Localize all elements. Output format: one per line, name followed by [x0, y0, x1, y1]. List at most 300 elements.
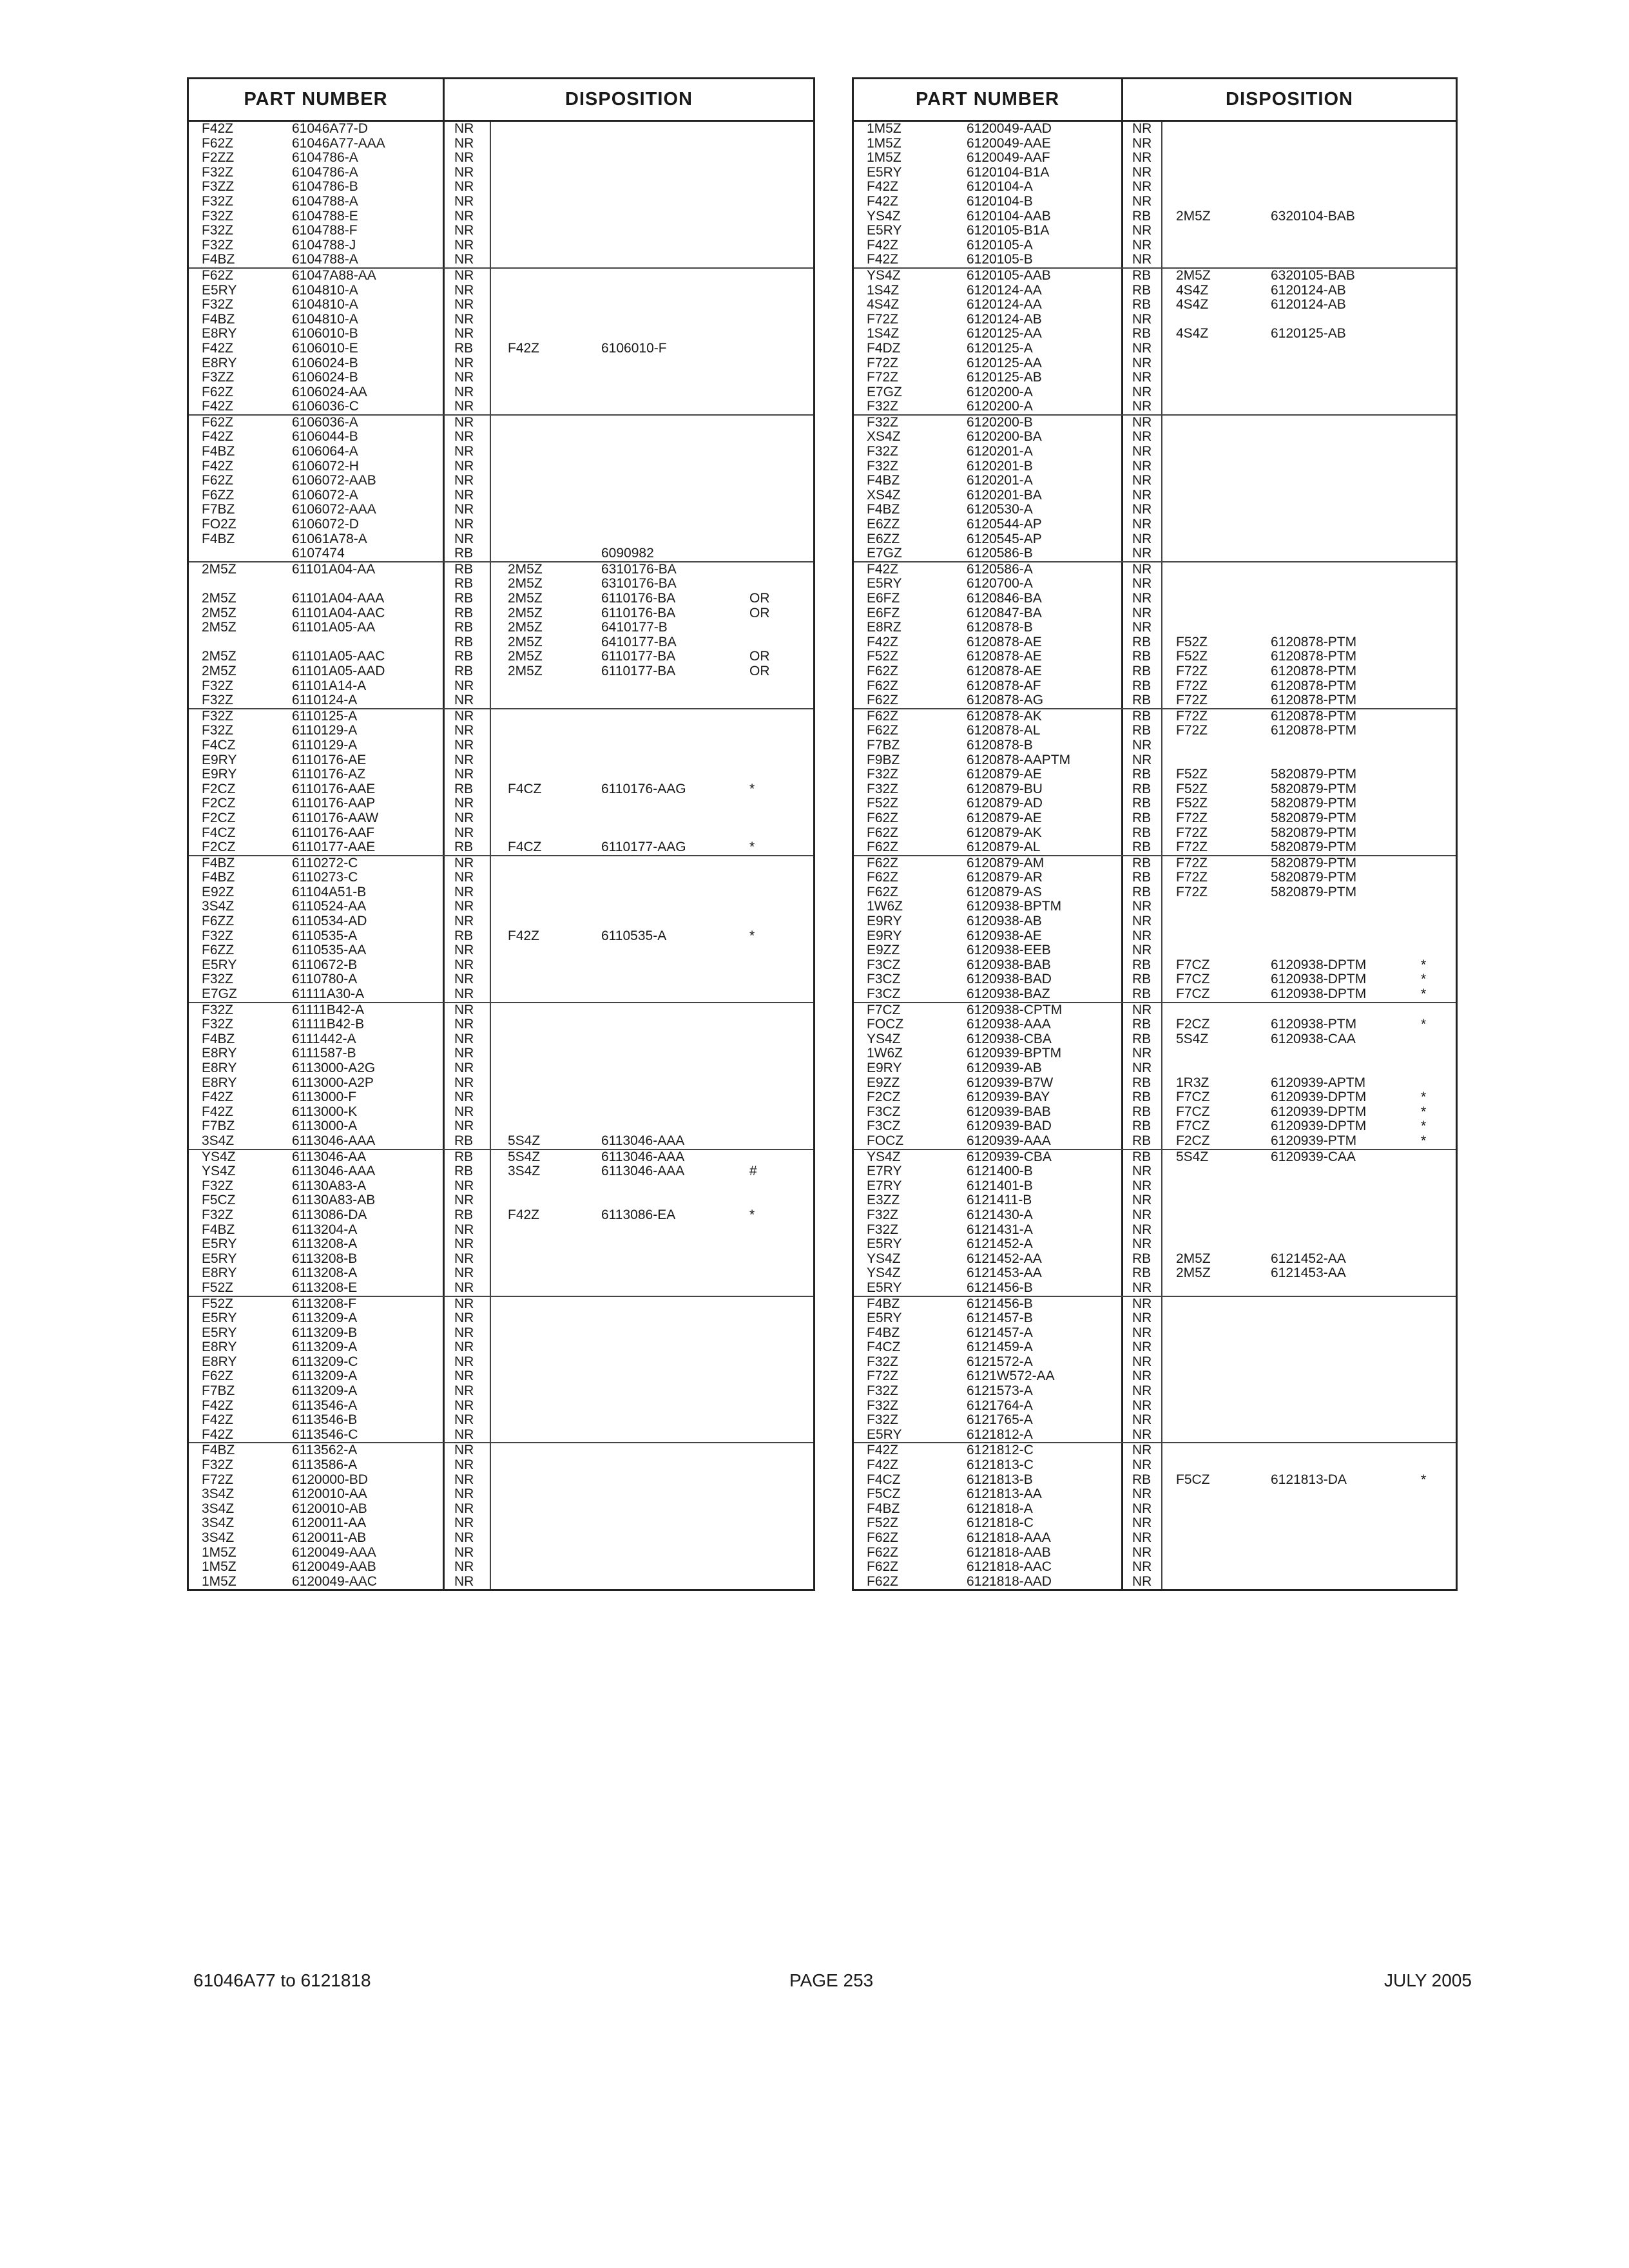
disposition-code-cell: RB — [454, 605, 474, 620]
disposition-code-cell: NR — [454, 957, 474, 972]
row-group — [854, 1150, 1456, 1297]
replacement-part-cell: 6120878-PTM — [1271, 723, 1357, 738]
prefix-cell: F62Z — [867, 825, 899, 840]
replacement-part-cell: 5820879-PTM — [1271, 767, 1357, 782]
table-row — [189, 1546, 813, 1561]
disposition-code-cell: NR — [1132, 591, 1152, 606]
replacement-prefix-cell: F52Z — [1176, 634, 1208, 649]
base-part-cell: 6120879-AM — [967, 855, 1045, 870]
base-part-cell: 6110176-AAE — [292, 781, 376, 796]
row-group — [189, 856, 813, 1003]
table-row — [189, 474, 813, 488]
disposition-code-cell: NR — [1132, 943, 1152, 958]
base-part-cell: 6120200-A — [967, 399, 1033, 414]
table-row — [189, 1150, 813, 1165]
table-row — [189, 1252, 813, 1267]
table-row — [189, 269, 813, 284]
prefix-cell: F42Z — [867, 561, 899, 577]
prefix-cell: F3CZ — [867, 1104, 901, 1119]
prefix-cell: F62Z — [867, 810, 899, 825]
disposition-code-cell: NR — [1132, 1501, 1152, 1516]
base-part-cell: 6120879-AD — [967, 796, 1043, 811]
disposition-code-cell: RB — [1132, 634, 1152, 649]
disposition-code-cell: NR — [454, 1265, 474, 1281]
replacement-part-cell: 6320105-BAB — [1271, 267, 1355, 283]
disposition-code-cell: NR — [454, 1017, 474, 1032]
replacement-prefix-cell: 3S4Z — [508, 1164, 541, 1179]
base-part-cell: 6120938-CBA — [967, 1031, 1052, 1046]
disposition-code-cell: NR — [1132, 1383, 1152, 1399]
table-row — [189, 1266, 813, 1281]
disposition-code-cell: NR — [454, 267, 474, 283]
replacement-part-cell: 5820879-PTM — [1271, 884, 1357, 899]
table-row — [189, 209, 813, 224]
prefix-cell: E6ZZ — [867, 517, 900, 532]
replacement-prefix-cell: F72Z — [1176, 693, 1208, 708]
prefix-cell: YS4Z — [867, 267, 901, 283]
disposition-code-cell: NR — [1132, 1457, 1152, 1473]
base-part-cell: 6120700-A — [967, 576, 1033, 591]
table-row — [189, 1003, 813, 1018]
table-row — [189, 577, 813, 591]
table-row — [189, 224, 813, 238]
table-row — [854, 1266, 1456, 1281]
prefix-cell: F32Z — [202, 193, 234, 209]
base-part-cell: 6110534-AD — [292, 914, 367, 929]
part-number-header: PART NUMBER — [189, 79, 445, 120]
disposition-code-cell: NR — [454, 458, 474, 474]
base-part-cell: 6121430-A — [967, 1207, 1033, 1222]
disposition-code-cell: NR — [1132, 561, 1152, 577]
table-row — [189, 1223, 813, 1238]
replacement-prefix-cell: F2CZ — [1176, 1133, 1210, 1148]
table-row — [189, 620, 813, 635]
table-row — [854, 416, 1456, 430]
disposition-code-cell: RB — [1132, 972, 1152, 987]
disposition-code-cell: NR — [454, 986, 474, 1002]
base-part-cell: 6110125-A — [292, 708, 358, 724]
base-part-cell: 61111A30-A — [292, 986, 365, 1002]
replacement-part-cell: 5820879-PTM — [1271, 781, 1357, 796]
disposition-header: DISPOSITION — [1226, 89, 1353, 110]
disposition-code-cell: NR — [454, 1369, 474, 1384]
disposition-code-cell: NR — [454, 855, 474, 870]
disposition-code-cell: NR — [454, 723, 474, 738]
base-part-cell: 6113586-A — [292, 1457, 358, 1473]
note-cell: * — [1421, 972, 1427, 987]
note-cell: * — [1421, 1017, 1427, 1032]
replacement-part-cell: 6120938-CAA — [1271, 1031, 1356, 1046]
prefix-cell: F32Z — [202, 164, 234, 180]
replacement-prefix-cell: 4S4Z — [1176, 326, 1209, 341]
base-part-cell: 6113000-A2P — [292, 1075, 374, 1090]
row-group — [854, 269, 1456, 416]
prefix-cell: YS4Z — [202, 1164, 236, 1179]
disposition-code-cell: NR — [454, 1501, 474, 1516]
table-row — [189, 1119, 813, 1134]
row-group — [189, 709, 813, 856]
base-part-cell: 6120104-A — [967, 179, 1033, 195]
base-part-cell: 6120010-AA — [292, 1486, 367, 1502]
base-part-cell: 6120201-B — [967, 458, 1033, 474]
base-part-cell: 6106072-AAA — [292, 502, 376, 517]
prefix-cell: F4BZ — [867, 1325, 900, 1340]
row-group — [854, 1443, 1456, 1589]
table-row — [854, 1546, 1456, 1561]
table-row — [189, 284, 813, 298]
disposition-code-cell: RB — [1132, 1075, 1152, 1090]
base-part-cell: 6120878-AK — [967, 708, 1042, 724]
row-group — [854, 416, 1456, 562]
replacement-prefix-cell: F72Z — [1176, 870, 1208, 885]
disposition-code-cell: NR — [454, 870, 474, 885]
table-row — [854, 767, 1456, 782]
disposition-code-cell: NR — [1132, 384, 1152, 399]
table-row — [854, 1355, 1456, 1370]
base-part-cell: 6121813-AA — [967, 1486, 1042, 1502]
disposition-code-cell: RB — [1132, 855, 1152, 870]
table-row — [854, 591, 1456, 606]
table-row — [854, 327, 1456, 341]
disposition-code-cell: NR — [454, 1559, 474, 1575]
disposition-code-cell: NR — [454, 1354, 474, 1369]
table-row — [189, 385, 813, 400]
replacement-prefix-cell: F72Z — [1176, 723, 1208, 738]
table-row — [189, 327, 813, 341]
disposition-code-cell: NR — [1132, 237, 1152, 253]
prefix-cell: F52Z — [202, 1296, 234, 1311]
prefix-cell: E7RY — [867, 1178, 902, 1193]
base-part-cell: 6120200-B — [967, 414, 1033, 430]
row-group — [189, 1003, 813, 1150]
prefix-cell: E5RY — [867, 223, 902, 238]
table-row — [854, 1223, 1456, 1238]
base-part-cell: 6120125-A — [967, 340, 1033, 356]
disposition-code-cell: RB — [454, 840, 474, 855]
disposition-code-cell: NR — [454, 429, 474, 445]
base-part-cell: 6120878-AE — [967, 634, 1042, 649]
base-part-cell: 6120878-AF — [967, 678, 1041, 693]
replacement-part-cell: 6121453-AA — [1271, 1265, 1346, 1281]
prefix-cell: F9BZ — [867, 752, 900, 767]
table-row — [854, 253, 1456, 267]
prefix-cell: 3S4Z — [202, 1530, 235, 1545]
table-row — [854, 1502, 1456, 1517]
prefix-cell: E8RY — [202, 1265, 237, 1281]
disposition-code-cell: RB — [1132, 1017, 1152, 1032]
prefix-cell: E5RY — [202, 957, 237, 972]
disposition-code-cell: RB — [454, 1207, 474, 1222]
disposition-code-cell: NR — [1132, 899, 1152, 914]
disposition-code-cell: RB — [1132, 840, 1152, 855]
replacement-prefix-cell: F7CZ — [1176, 1104, 1210, 1119]
table-row — [854, 166, 1456, 180]
base-part-cell: 61101A05-AAC — [292, 649, 385, 664]
prefix-cell: F4CZ — [867, 1472, 901, 1487]
prefix-cell: E5RY — [867, 1311, 902, 1326]
prefix-cell: E9RY — [867, 914, 902, 929]
prefix-cell: F4CZ — [202, 737, 236, 753]
base-part-cell: 6120938-AE — [967, 928, 1042, 943]
disposition-code-cell: RB — [454, 561, 474, 577]
table-row — [189, 1355, 813, 1370]
replacement-part-cell: 6120878-PTM — [1271, 634, 1357, 649]
prefix-cell: E8RY — [202, 326, 237, 341]
table-row — [189, 767, 813, 782]
table-row — [854, 284, 1456, 298]
prefix-cell: F62Z — [867, 884, 899, 899]
base-part-cell: 6113046-AAA — [292, 1164, 376, 1179]
replacement-prefix-cell: 2M5Z — [1176, 267, 1211, 283]
base-part-cell: 61061A78-A — [292, 531, 367, 546]
prefix-cell: F4BZ — [202, 870, 235, 885]
prefix-cell: F72Z — [202, 1472, 234, 1487]
table-row — [854, 1017, 1456, 1032]
disposition-code-cell: NR — [1132, 1207, 1152, 1222]
disposition-code-cell: NR — [454, 282, 474, 298]
base-part-cell: 6120105-B1A — [967, 223, 1050, 238]
disposition-code-cell: NR — [454, 1311, 474, 1326]
table-row — [854, 562, 1456, 577]
replacement-part-cell: 6120939-DPTM — [1271, 1104, 1367, 1119]
prefix-cell: 3S4Z — [202, 1501, 235, 1516]
table-row — [854, 914, 1456, 929]
base-part-cell: 6110176-AE — [292, 752, 367, 767]
base-part-cell: 6120049-AAB — [292, 1559, 376, 1575]
prefix-cell: F32Z — [202, 1017, 234, 1032]
prefix-cell: F42Z — [202, 1104, 234, 1119]
note-cell: OR — [749, 663, 770, 678]
table-row — [189, 885, 813, 900]
replacement-prefix-cell: 2M5Z — [508, 620, 543, 635]
prefix-cell: F72Z — [867, 355, 899, 370]
base-part-cell: 61101A04-AAC — [292, 605, 385, 620]
disposition-code-cell: NR — [454, 531, 474, 546]
table-row — [854, 1340, 1456, 1355]
prefix-cell: E5RY — [202, 1325, 237, 1340]
disposition-code-cell: RB — [1132, 1133, 1152, 1148]
disposition-code-cell: NR — [1132, 429, 1152, 445]
disposition-code-cell: NR — [454, 297, 474, 312]
base-part-cell: 6120124-AB — [967, 311, 1042, 327]
prefix-cell: F3CZ — [867, 972, 901, 987]
prefix-cell: F32Z — [867, 414, 899, 430]
table-row — [854, 870, 1456, 885]
replacement-prefix-cell: 2M5Z — [508, 576, 543, 591]
disposition-code-cell: NR — [1132, 1061, 1152, 1075]
table-row — [189, 1458, 813, 1473]
base-part-cell: 6110176-AAF — [292, 825, 375, 840]
prefix-cell: F4CZ — [867, 1340, 901, 1355]
replacement-part-cell: 6090982 — [601, 546, 654, 561]
replacement-part-cell: 6121452-AA — [1271, 1251, 1346, 1266]
table-row — [189, 180, 813, 195]
disposition-code-cell: NR — [1132, 1311, 1152, 1326]
disposition-code-cell: NR — [1132, 914, 1152, 929]
base-part-cell: 61111B42-B — [292, 1017, 365, 1032]
table-row — [854, 1193, 1456, 1208]
base-part-cell: 6120586-A — [967, 561, 1033, 577]
base-part-cell: 6110780-A — [292, 972, 358, 987]
table-row — [189, 1105, 813, 1120]
prefix-cell: FOCZ — [867, 1133, 904, 1148]
base-part-cell: 6120124-AA — [967, 282, 1042, 298]
disposition-code-cell: NR — [454, 355, 474, 370]
base-part-cell: 6113208-A — [292, 1236, 358, 1252]
prefix-cell: E5RY — [867, 576, 902, 591]
disposition-code-cell: NR — [1132, 150, 1152, 166]
base-part-cell: 6121457-A — [967, 1325, 1033, 1340]
page-number: PAGE 253 — [789, 1970, 874, 1990]
prefix-cell: 3S4Z — [202, 899, 235, 914]
base-part-cell: 6120586-B — [967, 546, 1033, 561]
table-row — [854, 1119, 1456, 1134]
table-row — [854, 620, 1456, 635]
base-part-cell: 6121401-B — [967, 1178, 1033, 1193]
prefix-cell: E9ZZ — [867, 943, 900, 958]
base-part-cell: 6120104-AAB — [967, 208, 1051, 224]
prefix-cell: E3ZZ — [867, 1193, 900, 1208]
prefix-cell: F32Z — [202, 928, 234, 943]
base-part-cell: 6120879-BU — [967, 781, 1043, 796]
table-row — [854, 826, 1456, 841]
prefix-cell: F42Z — [867, 1457, 899, 1473]
replacement-prefix-cell: F7CZ — [1176, 957, 1210, 972]
note-cell: * — [1421, 1090, 1427, 1105]
disposition-code-cell: NR — [454, 135, 474, 151]
table-row — [854, 693, 1456, 708]
table-row — [854, 385, 1456, 400]
prefix-cell: YS4Z — [867, 1149, 901, 1164]
replacement-part-cell: 6120124-AB — [1271, 297, 1346, 312]
base-part-cell: 6106010-B — [292, 326, 358, 341]
base-part-cell: 6113046-AAA — [292, 1133, 376, 1148]
base-part-cell: 6113208-B — [292, 1251, 358, 1266]
table-row — [854, 312, 1456, 327]
base-part-cell: 6121818-C — [967, 1515, 1034, 1531]
replacement-prefix-cell: F7CZ — [1176, 1090, 1210, 1105]
replacement-part-cell: 6110176-BA — [601, 605, 676, 620]
prefix-cell: F42Z — [867, 193, 899, 209]
replacement-prefix-cell: F72Z — [1176, 840, 1208, 855]
disposition-code-cell: NR — [454, 1075, 474, 1090]
prefix-cell: E8RY — [202, 1061, 237, 1075]
replacement-part-cell: 5820879-PTM — [1271, 825, 1357, 840]
prefix-cell: E7GZ — [202, 986, 237, 1002]
table-row — [854, 1046, 1456, 1061]
disposition-code-cell: RB — [1132, 1265, 1152, 1281]
disposition-code-cell: NR — [1132, 1193, 1152, 1208]
table-row — [189, 341, 813, 356]
prefix-cell: F62Z — [867, 840, 899, 855]
base-part-cell: 6120530-A — [967, 502, 1033, 517]
disposition-code-cell: NR — [1132, 752, 1152, 767]
prefix-cell: 2M5Z — [202, 561, 236, 577]
disposition-code-cell: NR — [1132, 1296, 1152, 1311]
note-cell: * — [1421, 1133, 1427, 1148]
base-part-cell: 6121573-A — [967, 1383, 1033, 1399]
table-row — [189, 1090, 813, 1105]
left-table-body — [189, 122, 813, 1589]
note-cell: * — [1421, 1119, 1427, 1134]
base-part-cell: 6111442-A — [292, 1031, 356, 1046]
prefix-cell: F62Z — [867, 1573, 899, 1589]
table-row — [854, 151, 1456, 166]
replacement-part-cell: 6120938-PTM — [1271, 1017, 1357, 1032]
table-row — [189, 1237, 813, 1252]
base-part-cell: 6120939-BAD — [967, 1119, 1052, 1134]
table-row — [854, 459, 1456, 474]
table-row — [854, 1560, 1456, 1575]
table-row — [854, 269, 1456, 284]
replacement-prefix-cell: F5CZ — [1176, 1472, 1210, 1487]
base-part-cell: 6113546-B — [292, 1412, 358, 1428]
disposition-code-cell: NR — [1132, 531, 1152, 546]
base-part-cell: 6113000-A — [292, 1119, 358, 1134]
table-row — [854, 753, 1456, 768]
disposition-code-cell: NR — [1132, 1164, 1152, 1179]
prefix-cell: F7BZ — [202, 1119, 235, 1134]
disposition-code-cell: NR — [1132, 179, 1152, 195]
disposition-code-cell: NR — [454, 1427, 474, 1442]
base-part-cell: 6104786-B — [292, 179, 358, 195]
prefix-cell: F2ZZ — [202, 150, 235, 166]
replacement-prefix-cell: 2M5Z — [508, 561, 543, 577]
prefix-cell: 1W6Z — [867, 899, 903, 914]
table-row — [189, 1281, 813, 1296]
prefix-cell: F62Z — [202, 135, 234, 151]
replacement-part-cell: 5820879-PTM — [1271, 796, 1357, 811]
replacement-part-cell: 6120939-APTM — [1271, 1075, 1366, 1090]
disposition-code-cell: NR — [1132, 370, 1152, 385]
table-row — [189, 664, 813, 679]
base-part-cell: 6120938-BPTM — [967, 899, 1062, 914]
base-part-cell: 6110273-C — [292, 870, 358, 885]
note-cell: * — [749, 781, 755, 796]
disposition-code-cell: NR — [454, 208, 474, 224]
base-part-cell: 6120938-BAZ — [967, 986, 1050, 1002]
disposition-code-cell: NR — [454, 1119, 474, 1134]
table-row — [189, 1560, 813, 1575]
base-part-cell: 6120939-AAA — [967, 1133, 1051, 1148]
disposition-code-cell: NR — [1132, 252, 1152, 267]
table-row — [854, 577, 1456, 591]
prefix-cell: F52Z — [867, 1515, 899, 1531]
disposition-code-cell: RB — [1132, 1031, 1152, 1046]
replacement-part-cell: 6120939-CAA — [1271, 1149, 1356, 1164]
disposition-code-cell: RB — [1132, 986, 1152, 1002]
replacement-part-cell: 6106010-F — [601, 340, 667, 356]
table-row — [854, 1443, 1456, 1458]
prefix-cell: F4BZ — [202, 1443, 235, 1458]
base-part-cell: 6121818-AAD — [967, 1573, 1052, 1589]
table-row — [854, 1487, 1456, 1502]
disposition-code-cell: NR — [454, 1090, 474, 1105]
table-row — [854, 811, 1456, 826]
row-group — [854, 709, 1456, 856]
base-part-cell: 6120201-A — [967, 444, 1033, 459]
disposition-code-cell: RB — [1132, 267, 1152, 283]
replacement-prefix-cell: 4S4Z — [1176, 297, 1209, 312]
base-part-cell: 6120939-BAY — [967, 1090, 1050, 1105]
prefix-cell: F62Z — [867, 870, 899, 885]
replacement-prefix-cell: F42Z — [508, 928, 540, 943]
prefix-cell: F4DZ — [867, 340, 901, 356]
prefix-cell: 1S4Z — [867, 326, 900, 341]
table-row — [189, 796, 813, 811]
prefix-cell: YS4Z — [867, 1031, 901, 1046]
disposition-code-cell: NR — [454, 678, 474, 693]
